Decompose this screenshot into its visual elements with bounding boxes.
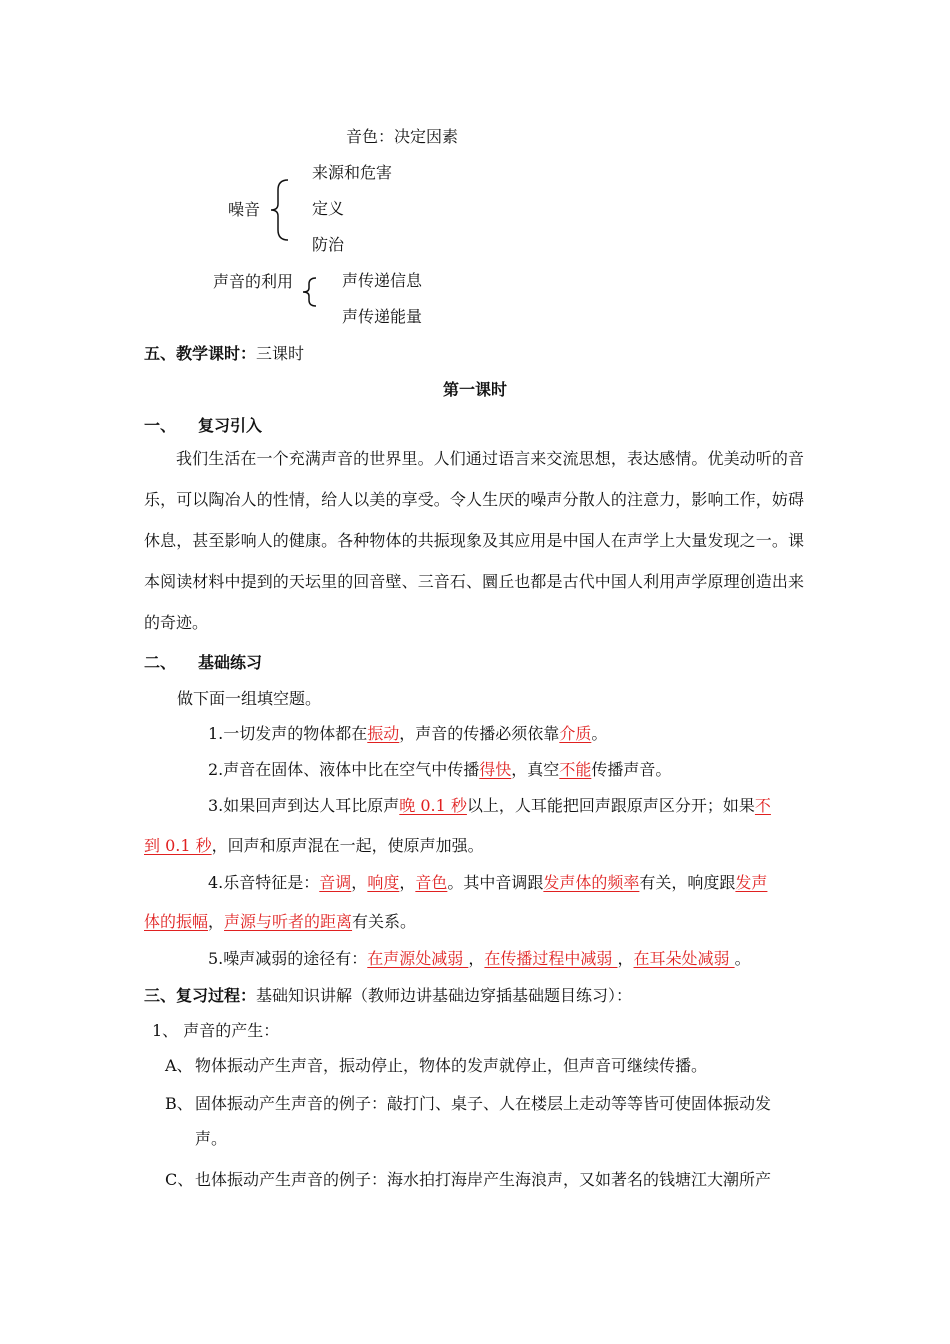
- q4-text: ，: [399, 873, 416, 892]
- item-label: C、: [165, 1170, 194, 1189]
- part2-title: 基础练习: [198, 653, 263, 672]
- lesson-title: 第一课时: [442, 380, 507, 399]
- q4-text: 有关系。: [352, 912, 417, 931]
- q5-answer: 在耳朵处减弱: [633, 949, 735, 968]
- q5-text: ，: [617, 949, 634, 968]
- q2-answer: 得快: [479, 760, 512, 779]
- q4-answer: 声源与听者的距离: [224, 912, 353, 931]
- item-label: A、: [165, 1056, 193, 1075]
- list-item: [165, 1162, 805, 1197]
- q4-text: 4.乐音特征是：: [208, 873, 320, 892]
- q4-answer: 发声体的频率: [543, 873, 640, 892]
- section5-title: 五、教学课时：: [144, 344, 257, 363]
- q5-text: ，: [468, 949, 485, 968]
- section5-line: [144, 344, 304, 364]
- q2-text: 传播声音。: [591, 760, 672, 779]
- noise-item: 来源和危害: [312, 163, 393, 182]
- part1-num: 一、: [144, 416, 177, 435]
- noise-item: 防治: [312, 235, 345, 254]
- part3-desc: 基础知识讲解（教师边讲基础边穿插基础题目练习）：: [256, 986, 633, 1005]
- part1-paragraph: 我们生活在一个充满声音的世界里。人们通过语言来交流思想，表达感情。优美动听的音乐，可以陶冶人的性情，给人以美的享受。令人生厌的噪声分散人的注意力，影响工作，妨碍休息，甚至影响人的健康。各种物体的共振现象及其应用是中国人在声学上大量发现之一。课本阅读材料中提到的天坛里的回音壁、三音石、圜丘也都是古代中国人利用声学原理创造出来的奇迹。: [144, 449, 804, 632]
- q4-text: ，: [208, 912, 225, 931]
- noise-label: 噪音: [228, 200, 261, 219]
- part1-heading: [144, 416, 262, 436]
- q4-answer: 音色: [415, 873, 448, 892]
- list-item: [165, 1048, 805, 1083]
- q1-text: 1.一切发声的物体都在: [208, 724, 368, 743]
- sound-use-item: 声传递信息: [342, 271, 423, 290]
- q3-answer: 不: [754, 796, 771, 815]
- question-4: [208, 873, 767, 893]
- q4-answer: 响度: [367, 873, 400, 892]
- q3-answer: 晚 0.1 秒: [399, 796, 467, 815]
- q4-answer: 体的振幅: [144, 912, 209, 931]
- q4-text: 。其中音调跟: [447, 873, 544, 892]
- question-3: [208, 796, 771, 816]
- timbre-line: 音色：决定因素: [346, 127, 459, 146]
- question-5: [208, 949, 751, 969]
- q1-answer: 介质: [559, 724, 592, 743]
- q4-text: ，: [351, 873, 368, 892]
- item-text-cont: 声。: [195, 1129, 228, 1148]
- q1-answer: 振动: [367, 724, 400, 743]
- part2-heading: [144, 653, 262, 673]
- noise-brace: [268, 178, 292, 242]
- section5-value: 三课时: [256, 344, 305, 363]
- q4-answer: 发声: [735, 873, 768, 892]
- question-3-cont: [144, 836, 484, 856]
- part3-title: 三、复习过程：: [144, 986, 257, 1005]
- part3-heading: [144, 986, 632, 1006]
- q2-text: ，真空: [511, 760, 560, 779]
- q5-text: 5.噪声减弱的途径有：: [208, 949, 368, 968]
- sound-use-label: 声音的利用: [213, 272, 294, 291]
- q5-answer: 在传播过程中减弱: [484, 949, 618, 968]
- item-label: B、: [165, 1094, 193, 1113]
- part3-sub1: 1、 声音的产生：: [152, 1021, 280, 1040]
- item-text: 固体振动产生声音的例子：敲打门、桌子、人在楼层上走动等等皆可使固体振动发: [195, 1094, 772, 1113]
- q3-text: 3.如果回声到达人耳比原声: [208, 796, 400, 815]
- q5-text: 。: [734, 949, 751, 968]
- question-1: [208, 724, 607, 744]
- q3-text: 以上，人耳能把回声跟原声区分开；如果: [466, 796, 755, 815]
- part2-intro: 做下面一组填空题。: [177, 689, 322, 708]
- q2-answer: 不能: [559, 760, 592, 779]
- q4-answer: 音调: [319, 873, 352, 892]
- sound-use-item: 声传递能量: [342, 307, 423, 326]
- q1-text: 。: [591, 724, 608, 743]
- q1-text: ，声音的传播必须依靠: [399, 724, 560, 743]
- q2-text: 2.声音在固体、液体中比在空气中传播: [208, 760, 480, 779]
- q5-answer: 在声源处减弱: [367, 949, 469, 968]
- item-text: 物体振动产生声音，振动停止，物体的发声就停止，但声音可继续传播。: [195, 1056, 708, 1075]
- noise-item: 定义: [312, 199, 345, 218]
- part1-title: 复习引入: [198, 416, 263, 435]
- item-text: 也体振动产生声音的例子：海水拍打海岸产生海浪声，又如著名的钱塘江大潮所产: [195, 1170, 772, 1189]
- part2-num: 二、: [144, 653, 177, 672]
- q4-text: 有关，响度跟: [639, 873, 736, 892]
- q3-answer: 到 0.1 秒: [144, 836, 212, 855]
- q3-text: ，回声和原声混在一起，使原声加强。: [211, 836, 484, 855]
- question-4-cont: [144, 912, 416, 932]
- question-2: [208, 760, 671, 780]
- sound-use-brace: [300, 276, 320, 308]
- list-item: [165, 1086, 805, 1156]
